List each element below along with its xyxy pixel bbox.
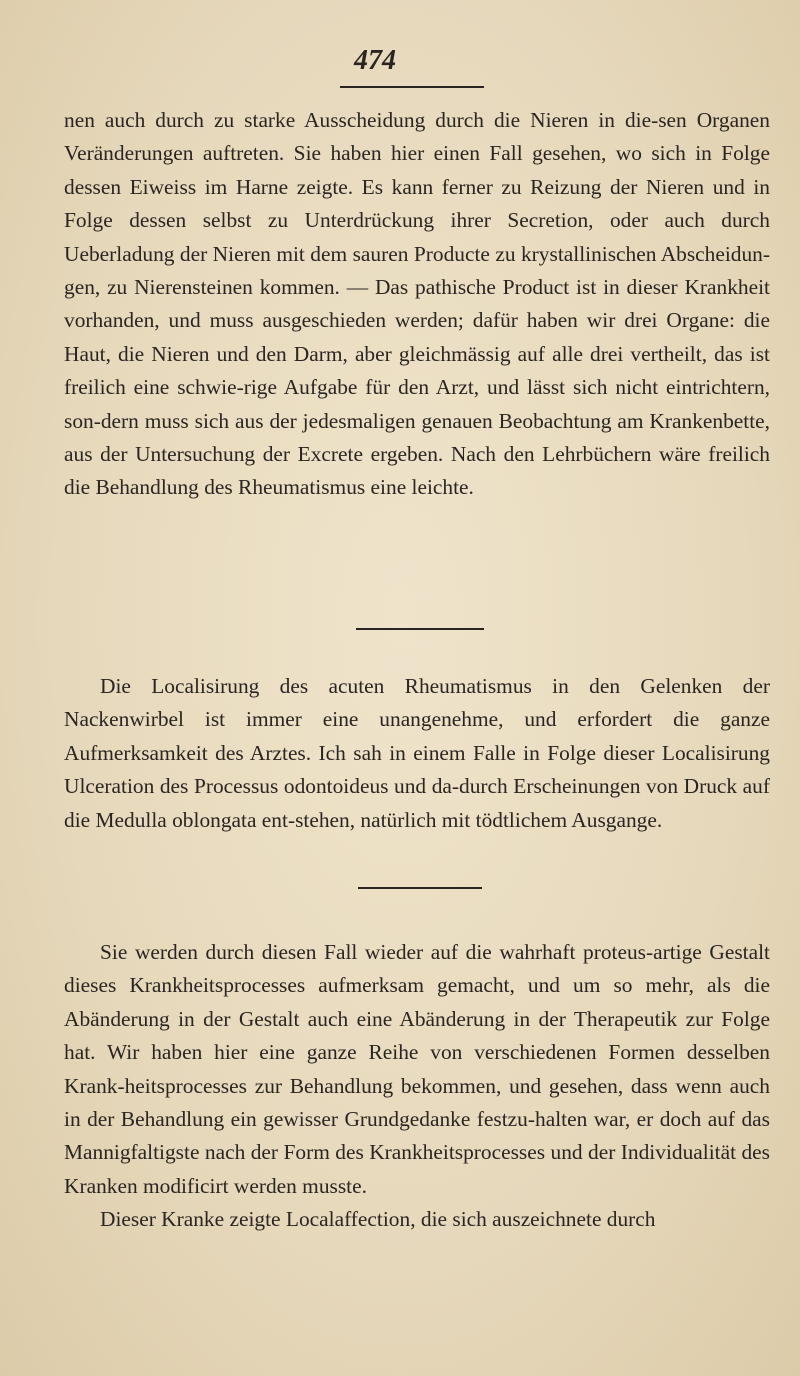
paragraph: Die Localisirung des acuten Rheumatismus in den Gelenken der Nackenwirbel ist immer eine unangenehme, und erfordert die ganze Aufmerksamkeit des Arztes. Ich sah in einem Falle in Folge dieser Localisirung Ulceration des Processus odontoideus und da-durch Erscheinungen von Druck auf die Medulla oblongata ent-stehen, natürlich mit tödtlichem Ausgange. (64, 674, 770, 832)
section-divider (356, 628, 484, 630)
text-section-1 (64, 104, 770, 505)
text-section-2 (64, 670, 770, 837)
paragraph: nen auch durch zu starke Ausscheidung durch die Nieren in die-sen Organen Veränderungen auftreten. Sie haben hier einen Fall gesehen, wo sich in Folge dessen Eiweiss im Harne zeigte. Es kann ferner zu Reizung der Nieren und in Folge dessen selbst zu Unterdrückung ihrer Secretion, oder auch durch Ueberladung der Nieren mit dem sauren Producte zu krystallinischen Abscheidun-gen, zu Nierensteinen kommen. — Das pathische Product ist in dieser Krankheit vorhanden, und muss ausgeschieden werden; dafür haben wir drei Organe: die Haut, die Nieren und den Darm, aber gleichmässig auf alle drei vertheilt, das ist freilich eine schwie-rige Aufgabe für den Arzt, und lässt sich nicht eintrichtern, son-dern muss sich aus der jedesmaligen genauen Beobachtung am Krankenbette, aus der Untersuchung der Excrete ergeben. Nach den Lehrbüchern wäre freilich die Behandlung des Rheumatismus eine leichte. (64, 108, 770, 500)
page-number: 474 (354, 45, 396, 76)
paragraph: Sie werden durch diesen Fall wieder auf die wahrhaft proteus-artige Gestalt dieses Krankheitsprocesses aufmerksam gemacht, und um so mehr, als die Abänderung in der Gestalt auch eine Abänderung in der Therapeutik zur Folge hat. Wir haben hier eine ganze Reihe von verschiedenen Formen desselben Krank-heitsprocesses zur Behandlung bekommen, und gesehen, dass wenn auch in der Behandlung ein gewisser Grundgedanke festzu-halten war, er doch auf das Mannigfaltigste nach der Form des Krankheitsprocesses und der Individualität des Kranken modificirt werden musste. (64, 940, 770, 1198)
page-number-underline (340, 86, 484, 88)
section-divider (358, 887, 482, 889)
text-section-3 (64, 936, 770, 1237)
paragraph: Dieser Kranke zeigte Localaffection, die sich auszeichnete durch (100, 1207, 656, 1232)
